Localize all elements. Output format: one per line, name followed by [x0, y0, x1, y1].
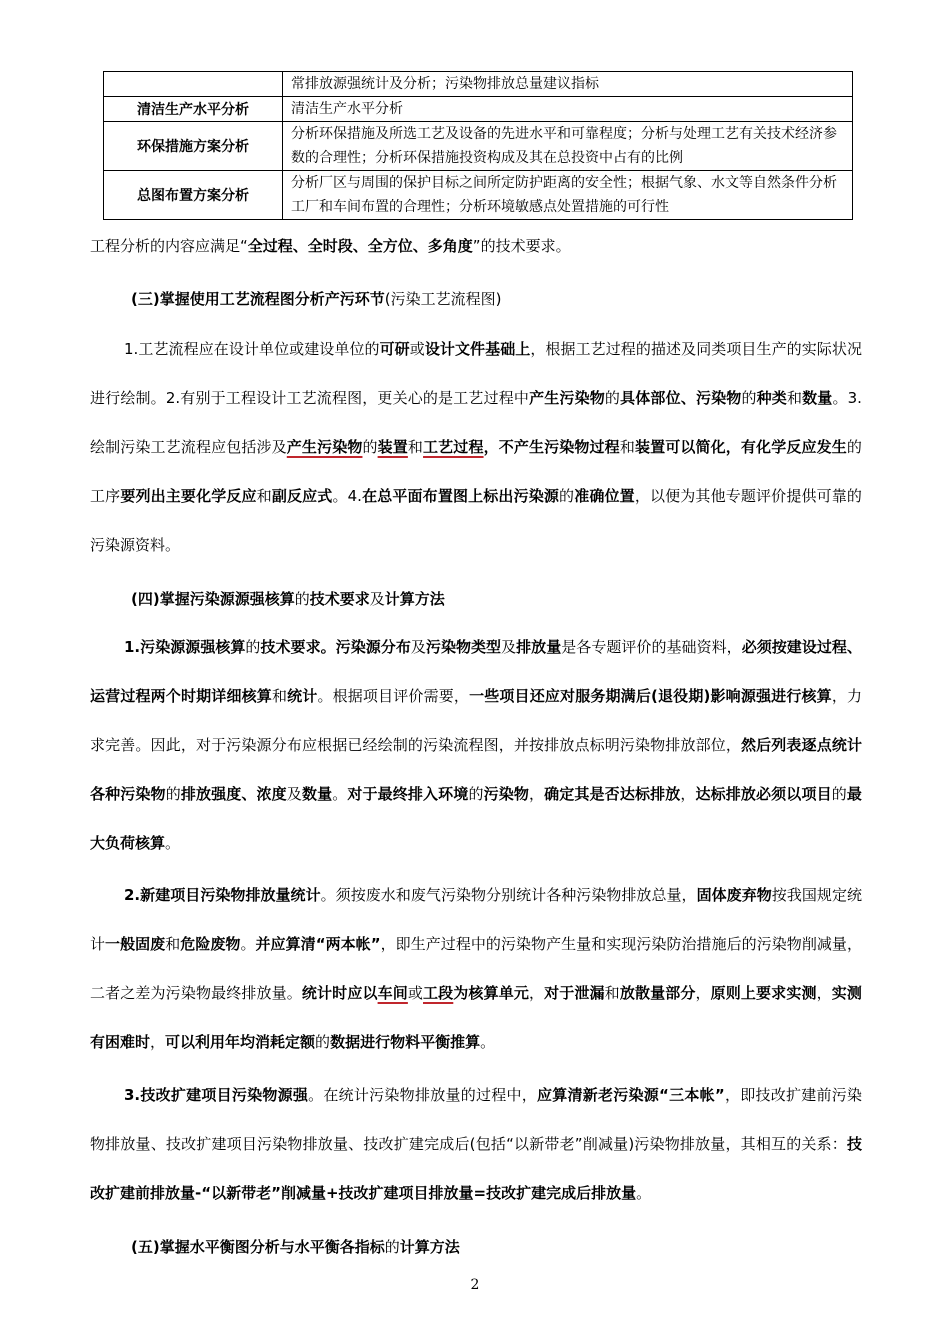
- intro-paragraph: 工程分析的内容应满足“全过程、全时段、全方位、多角度”的技术要求。: [90, 237, 571, 255]
- table-row: [104, 171, 853, 220]
- table-row: [104, 72, 853, 97]
- section-heading-4: (四)掌握污染源源强核算的技术要求及计算方法: [131, 590, 445, 608]
- paragraph-process-flow: 1.工艺流程应在设计单位或建设单位的可研或设计文件基础上，根据工艺过程的描述及同类项目生产的实际状况进行绘制。2.有别于工程设计工艺流程图，更关心的是工艺过程中产生污染物的具体部位、污染物的种类和数量。3.绘制污染工艺流程应包括涉及产生污染物的装置和工艺过程，不产生污染物过程和装置可以简化，有化学反应发生的工序要列出主要化学反应和副反应式。4.在总平面布置图上标出污染源的准确位置，以便为其他专题评价提供可靠的污染源资料。: [90, 340, 862, 554]
- row-header: 环保措施方案分析: [104, 122, 283, 171]
- table-row: [104, 122, 853, 171]
- row-header: [104, 72, 283, 97]
- paragraph-renovation-project: 3.技改扩建项目污染物源强。在统计污染物排放量的过程中，应算清新老污染源“三本帐”，即技改扩建前污染物排放量、技改扩建项目污染物排放量、技改扩建完成后(包括“以新带老”削减量)污染物排放量，其相互的关系：技改扩建前排放量-“以新带老”削减量+技改扩建项目排放量=技改扩建完成后排放量。: [90, 1086, 862, 1202]
- paragraph-source-strength: 1.污染源源强核算的技术要求。污染源分布及污染物类型及排放量是各专题评价的基础资料，必须按建设过程、运营过程两个时期详细核算和统计。根据项目评价需要，一些项目还应对服务期满后(退役期)影响源强进行核算，力求完善。因此，对于污染源分布应根据已经绘制的污染流程图，并按排放点标明污染物排放部位，然后列表逐点统计各种污染物的排放强度、浓度及数量。对于最终排入环境的污染物，确定其是否达标排放，达标排放必须以项目的最大负荷核算。: [90, 638, 862, 852]
- row-header: 总图布置方案分析: [104, 171, 283, 220]
- row-content: 清洁生产水平分析: [283, 97, 853, 122]
- row-header: 清洁生产水平分析: [104, 97, 283, 122]
- page-number: 2: [470, 1277, 480, 1293]
- table-row: [104, 97, 853, 122]
- analysis-table: [103, 71, 853, 220]
- row-content: 分析厂区与周围的保护目标之间所定防护距离的安全性；根据气象、水文等自然条件分析工厂和车间布置的合理性；分析环境敏感点处置措施的可行性: [283, 171, 853, 220]
- section-heading-3: (三)掌握使用工艺流程图分析产污环节(污染工艺流程图): [131, 290, 502, 308]
- section-heading-5: (五)掌握水平衡图分析与水平衡各指标的计算方法: [131, 1238, 460, 1256]
- paragraph-new-project: 2.新建项目污染物排放量统计。须按废水和废气污染物分别统计各种污染物排放总量，固体废弃物按我国规定统计一般固废和危险废物。并应算清“两本帐”，即生产过程中的污染物产生量和实现污染防治措施后的污染物削减量，二者之差为污染物最终排放量。统计时应以车间或工段为核算单元，对于泄漏和放散量部分，原则上要求实测，实测有困难时，可以利用年均消耗定额的数据进行物料平衡推算。: [90, 886, 862, 1051]
- row-content: 常排放源强统计及分析；污染物排放总量建议指标: [283, 72, 853, 97]
- row-content: 分析环保措施及所选工艺及设备的先进水平和可靠程度；分析与处理工艺有关技术经济参数的合理性；分析环保措施投资构成及其在总投资中占有的比例: [283, 122, 853, 171]
